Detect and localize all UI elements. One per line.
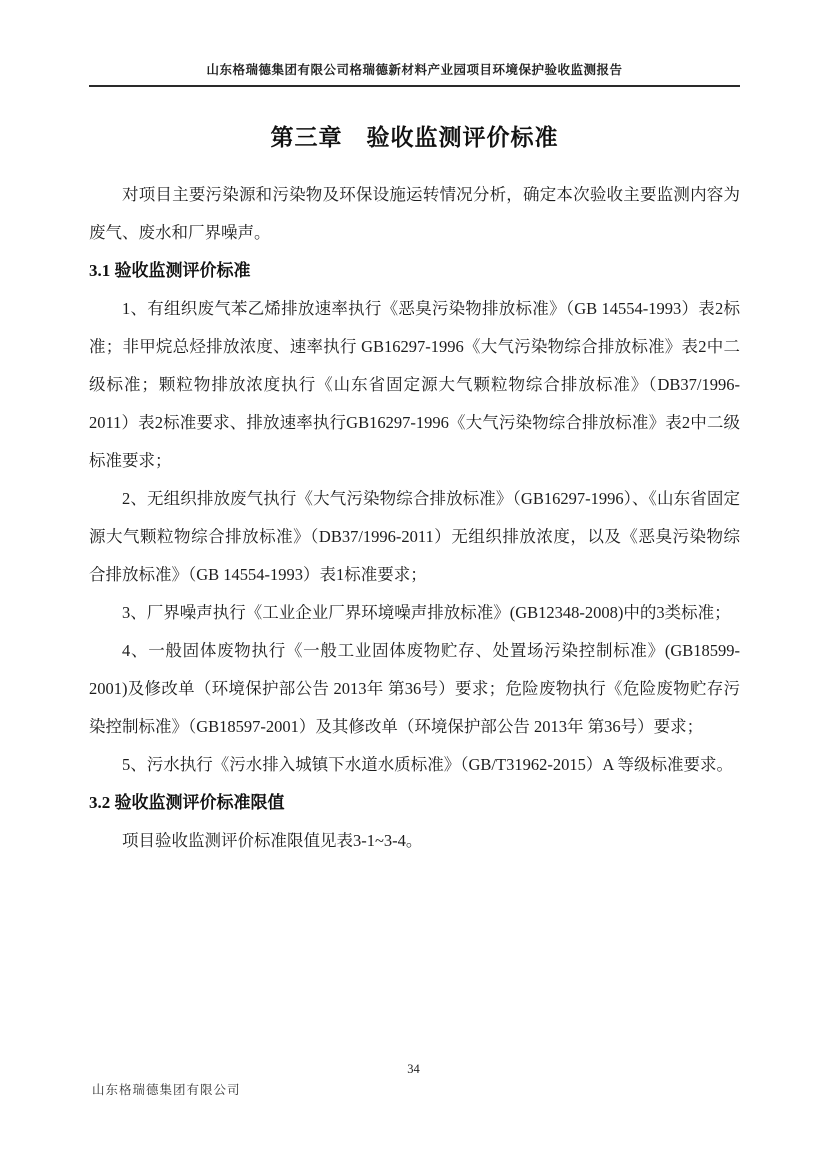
chapter-title: 第三章 验收监测评价标准	[270, 125, 559, 150]
section-3-1-item-5: 5、污水执行《污水排入城镇下水道水质标准》（GB/T31962-2015）A 等级标准要求。	[122, 755, 733, 774]
section-3-2-paragraph: 项目验收监测评价标准限值见表3-1~3-4。	[122, 831, 423, 850]
intro-paragraph: 对项目主要污染源和污染物及环保设施运转情况分析，确定本次验收主要监测内容为废气、废水和厂界噪声。	[89, 185, 740, 242]
section-3-1-item-4: 4、一般固体废物执行《一般工业固体废物贮存、处置场污染控制标准》(GB18599-2001)及修改单（环境保护部公告 2013年 第36号）要求；危险废物执行《危险废物贮存污染控制标准》（GB18597-2001）及其修改单（环境保护部公告 2013年 第36号）要求；	[89, 641, 740, 736]
footer-page-number: 34	[407, 1062, 420, 1076]
page-content	[89, 60, 740, 860]
section-3-1-item-1: 1、有组织废气苯乙烯排放速率执行《恶臭污染物排放标准》（GB 14554-1993）表2标准；非甲烷总烃排放浓度、速率执行 GB16297-1996《大气污染物综合排放标准》表2中二级标准；颗粒物排放浓度执行《山东省固定源大气颗粒物综合排放标准》（DB37/1996-2011）表2标准要求、排放速率执行GB16297-1996《大气污染物综合排放标准》表2中二级标准要求；	[89, 299, 740, 470]
running-header: 山东格瑞德集团有限公司格瑞德新材料产业园项目环境保护验收监测报告	[89, 60, 740, 87]
section-3-1-item-3: 3、厂界噪声执行《工业企业厂界环境噪声排放标准》(GB12348-2008)中的3类标准；	[122, 603, 731, 622]
section-3-2-heading: 3.2 验收监测评价标准限值	[89, 793, 285, 812]
footer-company-name: 山东格瑞德集团有限公司	[92, 1083, 241, 1097]
body-text	[89, 176, 740, 860]
section-3-1-heading: 3.1 验收监测评价标准	[89, 261, 251, 280]
section-3-1-item-2: 2、无组织排放废气执行《大气污染物综合排放标准》（GB16297-1996）、《山东省固定源大气颗粒物综合排放标准》（DB37/1996-2011）无组织排放浓度，以及《恶臭污染物综合排放标准》（GB 14554-1993）表1标准要求；	[89, 489, 740, 584]
